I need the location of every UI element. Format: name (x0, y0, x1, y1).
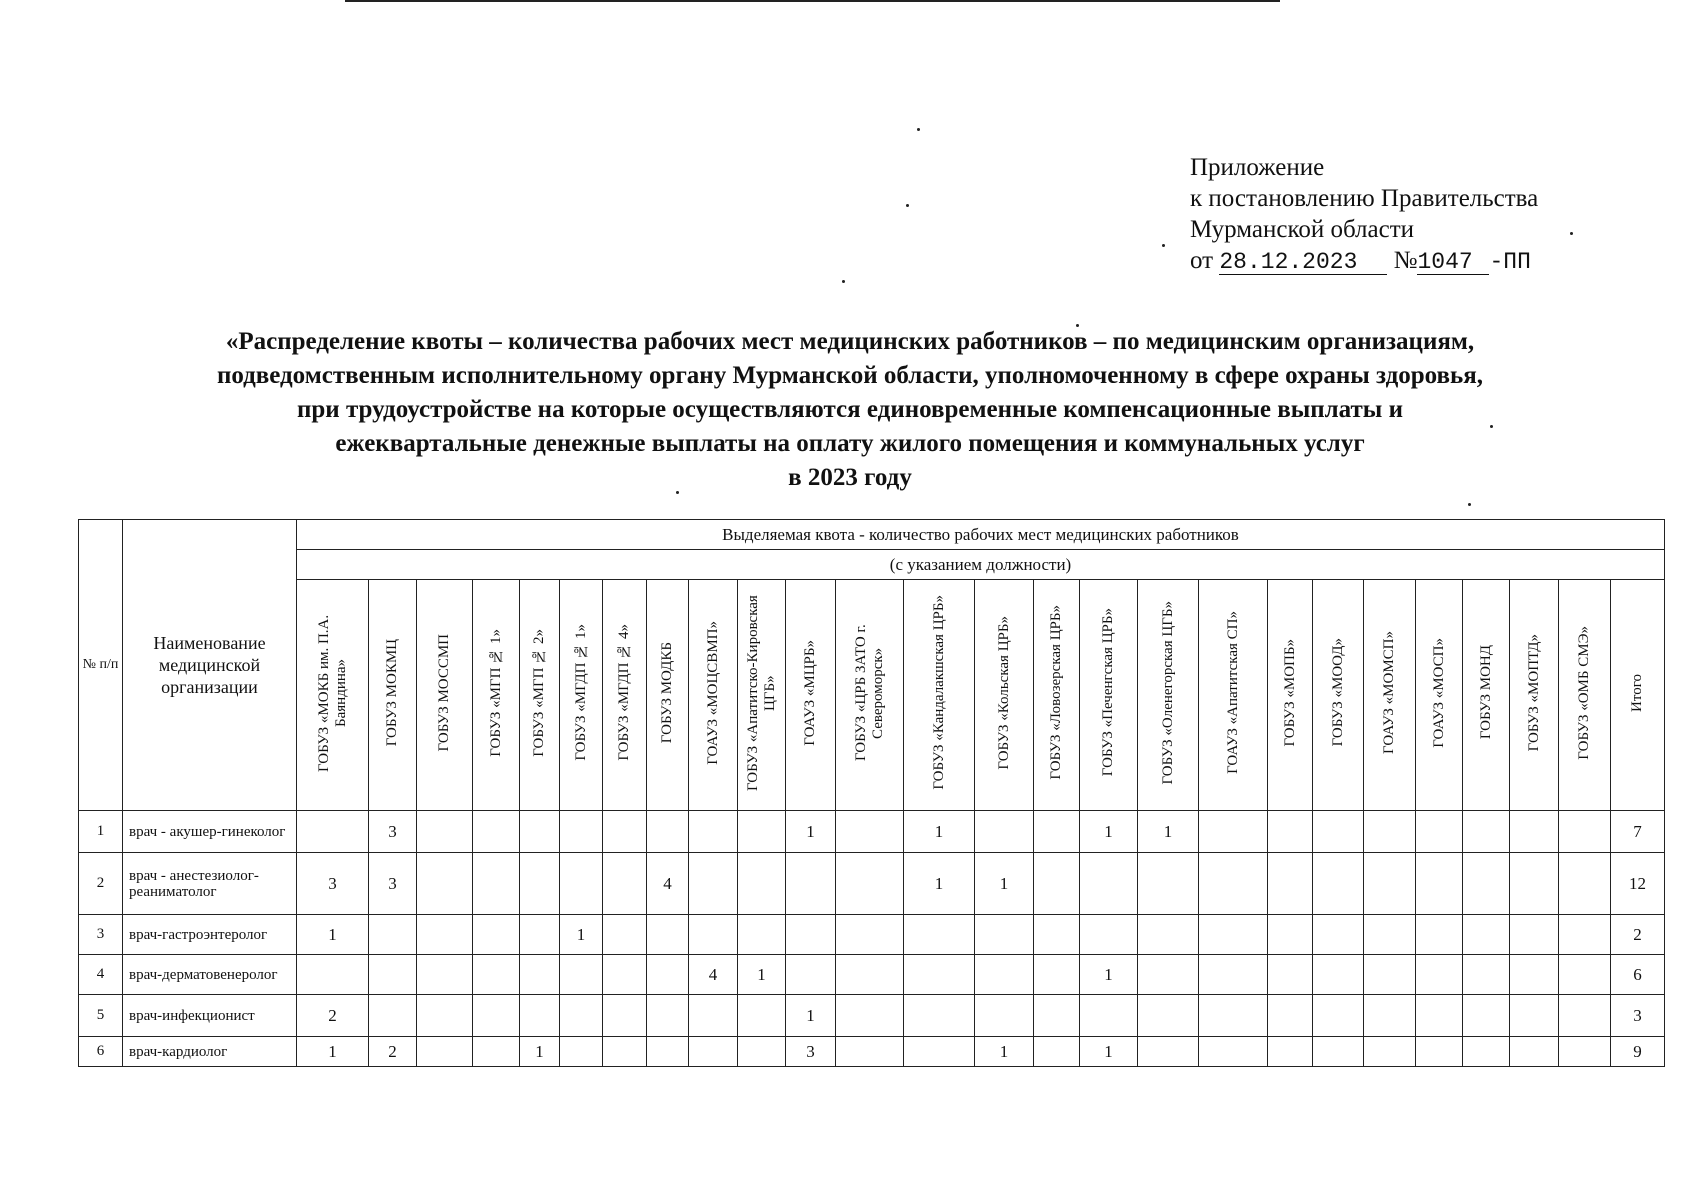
org-header-label: ГОБУЗ «МОПТД» (1525, 633, 1542, 752)
quota-cell (1313, 915, 1364, 955)
quota-cell (603, 1037, 647, 1067)
quota-cell (603, 995, 647, 1037)
quota-cell (1463, 915, 1510, 955)
quota-cell (1416, 811, 1463, 853)
quota-cell (975, 915, 1034, 955)
quota-cell: 3 (786, 1037, 836, 1067)
quota-cell (1080, 915, 1138, 955)
quota-cell: 1 (1080, 811, 1138, 853)
quota-cell: 1 (1138, 811, 1199, 853)
quota-cell (1268, 915, 1313, 955)
resolution-number: 1047 (1417, 250, 1489, 275)
row-number: 6 (79, 1037, 123, 1067)
title-line: ежеквартальные денежные выплаты на оплату жилого помещения и коммунальных услуг (335, 430, 1365, 457)
org-header-label: ГОБУЗ «МОКБ им. П.А. Баяндина» (315, 613, 349, 772)
quota-cell (647, 915, 689, 955)
org-header (738, 580, 786, 811)
org-header-label: ГОБУЗ «МООД» (1329, 638, 1346, 747)
position-name: врач-дерматовенеролог (123, 955, 297, 995)
quota-cell (1364, 955, 1416, 995)
scan-speck (906, 204, 909, 207)
quota-cell: 3 (369, 811, 417, 853)
table-row (79, 915, 1665, 955)
quota-cell (1080, 995, 1138, 1037)
org-header (1268, 580, 1313, 811)
quota-cell (738, 1037, 786, 1067)
quota-cell (417, 955, 473, 995)
table-row (79, 811, 1665, 853)
quota-cell (1268, 1037, 1313, 1067)
row-total: 6 (1611, 955, 1665, 995)
quota-cell (560, 1037, 603, 1067)
row-number: 1 (79, 811, 123, 853)
table-row (79, 995, 1665, 1037)
quota-cell (647, 995, 689, 1037)
total-header-label: Итого (1629, 673, 1645, 712)
quota-cell (473, 955, 520, 995)
quota-cell (1559, 1037, 1611, 1067)
org-header-label: ГОБУЗ МОНД (1477, 645, 1494, 740)
title-line: в 2023 году (788, 464, 912, 491)
position-name: врач-гастроэнтеролог (123, 915, 297, 955)
quota-cell (738, 853, 786, 915)
quota-cell (836, 1037, 904, 1067)
quota-cell (473, 1037, 520, 1067)
appendix-date-line (1190, 245, 1670, 278)
quota-cell (647, 955, 689, 995)
quota-cell (689, 1037, 738, 1067)
quota-cell (1364, 995, 1416, 1037)
org-header-label: ГОАУЗ «МОСП» (1430, 637, 1447, 748)
quota-cell (904, 915, 975, 955)
org-header (904, 580, 975, 811)
quota-cell (1268, 995, 1313, 1037)
quota-cell (1416, 915, 1463, 955)
quota-header: Выделяемая квота - количество рабочих мест медицинских работников (297, 520, 1665, 550)
quota-cell (1416, 1037, 1463, 1067)
position-name: врач - акушер-гинеколог (123, 811, 297, 853)
quota-cell (904, 1037, 975, 1067)
quota-cell (647, 1037, 689, 1067)
quota-cell: 3 (369, 853, 417, 915)
quota-cell (836, 853, 904, 915)
org-header (473, 580, 520, 811)
quota-cell (647, 811, 689, 853)
quota-cell (1463, 995, 1510, 1037)
quota-cell (1034, 995, 1080, 1037)
quota-cell (1416, 955, 1463, 995)
quota-cell (473, 811, 520, 853)
quota-cell (1268, 955, 1313, 995)
org-header (560, 580, 603, 811)
org-header-label: ГОБУЗ «МГП № 2» (531, 628, 547, 757)
scan-speck (1570, 232, 1573, 235)
row-number: 2 (79, 853, 123, 915)
row-total: 2 (1611, 915, 1665, 955)
scan-speck (1076, 324, 1079, 327)
position-name: врач-инфекционист (123, 995, 297, 1037)
quota-cell (786, 955, 836, 995)
appendix-line-3: Мурманской области (1190, 216, 1415, 243)
quota-cell (904, 995, 975, 1037)
quota-cell (1559, 811, 1611, 853)
quota-cell (520, 995, 560, 1037)
quota-cell (1416, 995, 1463, 1037)
quota-cell (1559, 995, 1611, 1037)
quota-cell (1138, 995, 1199, 1037)
quota-cell (473, 915, 520, 955)
number-label: № (1393, 247, 1418, 274)
top-rule (345, 0, 1280, 2)
quota-cell (836, 811, 904, 853)
table-row (79, 853, 1665, 915)
quota-cell (738, 995, 786, 1037)
name-header: Наименование медицинской организации (123, 520, 297, 811)
quota-cell (975, 995, 1034, 1037)
quota-cell (1416, 853, 1463, 915)
resolution-date: 28.12.2023 (1219, 250, 1387, 275)
quota-cell: 1 (904, 853, 975, 915)
org-header (417, 580, 473, 811)
quota-cell: 3 (297, 853, 369, 915)
quota-cell (417, 811, 473, 853)
quota-cell (560, 811, 603, 853)
quota-cell (1034, 1037, 1080, 1067)
quota-cell (689, 853, 738, 915)
quota-cell (1559, 955, 1611, 995)
quota-cell (520, 915, 560, 955)
quota-cell (1034, 811, 1080, 853)
org-header-label: ГОБУЗ «Апатитско-Кировская ЦГБ» (744, 594, 778, 791)
document-title (60, 325, 1640, 495)
org-header (297, 580, 369, 811)
quota-cell: 2 (297, 995, 369, 1037)
quota-cell (1138, 853, 1199, 915)
org-header-label: ГОБУЗ «Печенгская ЦРБ» (1100, 608, 1116, 777)
quota-cell (904, 955, 975, 995)
quota-cell (520, 853, 560, 915)
org-header (1559, 580, 1611, 811)
org-header-label: ГОБУЗ «Кольская ЦРБ» (995, 615, 1012, 770)
org-header-label: ГОАУЗ «МОЦСВМП» (704, 620, 721, 765)
quota-cell (1510, 1037, 1559, 1067)
quota-cell (520, 811, 560, 853)
quota-cell (603, 853, 647, 915)
row-total: 7 (1611, 811, 1665, 853)
quota-cell (417, 853, 473, 915)
quota-cell (1199, 853, 1268, 915)
quota-cell (603, 915, 647, 955)
quota-cell: 1 (560, 915, 603, 955)
quota-cell (689, 915, 738, 955)
num-header: № п/п (79, 520, 123, 811)
org-header-label: ГОБУЗ «Ловозерская ЦРБ» (1048, 605, 1064, 780)
quota-cell: 1 (1080, 1037, 1138, 1067)
quota-cell (1268, 853, 1313, 915)
quota-cell (473, 995, 520, 1037)
org-header (1510, 580, 1559, 811)
quota-cell (1510, 915, 1559, 955)
scan-speck (917, 128, 920, 131)
quota-cell (1510, 853, 1559, 915)
org-header-label: ГОБУЗ «МГДП № 4» (616, 624, 632, 761)
quota-cell: 4 (689, 955, 738, 995)
from-label: от (1190, 247, 1214, 274)
quota-cell (1364, 1037, 1416, 1067)
scan-speck (1162, 244, 1165, 247)
quota-cell (786, 915, 836, 955)
row-number: 3 (79, 915, 123, 955)
org-header-label: ГОБУЗ «МГДП № 1» (572, 624, 589, 761)
quota-cell (1034, 915, 1080, 955)
quota-cell (1364, 853, 1416, 915)
quota-cell: 1 (738, 955, 786, 995)
org-header-label: ГОАУЗ «МЦРБ» (802, 639, 818, 746)
row-number: 5 (79, 995, 123, 1037)
quota-cell (603, 811, 647, 853)
quota-cell (560, 955, 603, 995)
title-line: подведомственным исполнительному органу Мурманской области, уполномоченному в сфере охраны здоровья, (216, 362, 1484, 389)
quota-cell (975, 955, 1034, 995)
quota-cell (1364, 915, 1416, 955)
position-name: врач - анестезиолог-реаниматолог (123, 853, 297, 915)
quota-cell (1313, 995, 1364, 1037)
scan-speck (842, 280, 845, 283)
quota-cell (417, 1037, 473, 1067)
org-header-label: ГОБУЗ «МГП № 1» (487, 628, 504, 757)
org-header (1080, 580, 1138, 811)
org-header (603, 580, 647, 811)
row-number: 4 (79, 955, 123, 995)
quota-cell (417, 915, 473, 955)
quota-cell (1463, 1037, 1510, 1067)
quota-cell (1080, 853, 1138, 915)
quota-cell (1199, 915, 1268, 955)
org-header (369, 580, 417, 811)
quota-cell (1510, 811, 1559, 853)
quota-cell (1034, 955, 1080, 995)
title-line: при трудоустройстве на которые осуществляются единовременные компенсационные выплаты и (297, 396, 1403, 423)
quota-cell (1138, 915, 1199, 955)
org-header-label: ГОАУЗ «МОМСП» (1381, 631, 1397, 754)
quota-cell: 1 (904, 811, 975, 853)
quota-cell (297, 811, 369, 853)
scan-speck (1468, 503, 1471, 506)
quota-body (79, 811, 1665, 1067)
quota-cell (1364, 811, 1416, 853)
quota-cell (1463, 853, 1510, 915)
quota-cell (975, 811, 1034, 853)
quota-table (78, 519, 1665, 1067)
quota-cell (369, 955, 417, 995)
quota-cell: 1 (297, 1037, 369, 1067)
quota-cell (1313, 955, 1364, 995)
org-header (1463, 580, 1510, 811)
row-total: 9 (1611, 1037, 1665, 1067)
table-row (79, 955, 1665, 995)
quota-cell (1199, 995, 1268, 1037)
scan-speck (1490, 425, 1493, 428)
quota-cell (560, 853, 603, 915)
org-header-label: ГОБУЗ «Кандалакшская ЦРБ» (930, 595, 947, 790)
quota-cell: 1 (1080, 955, 1138, 995)
table-row (79, 1037, 1665, 1067)
appendix-line-2: к постановлению Правительства (1190, 185, 1539, 212)
org-header-label: ГОАУЗ «Апатитская СП» (1224, 611, 1241, 774)
quota-cell (689, 811, 738, 853)
quota-cell (1559, 915, 1611, 955)
org-header (1313, 580, 1364, 811)
org-header-label: ГОБУЗ МОКМЦ (384, 638, 400, 747)
quota-subheader: (с указанием должности) (297, 550, 1665, 580)
quota-cell (1510, 955, 1559, 995)
quota-cell (1559, 853, 1611, 915)
quota-cell: 1 (297, 915, 369, 955)
org-header (1034, 580, 1080, 811)
scan-speck (676, 491, 679, 494)
quota-cell (836, 955, 904, 995)
quota-cell (1199, 811, 1268, 853)
quota-cell: 2 (369, 1037, 417, 1067)
row-total: 12 (1611, 853, 1665, 915)
quota-cell (560, 995, 603, 1037)
quota-cell: 1 (975, 1037, 1034, 1067)
quota-cell (1510, 995, 1559, 1037)
org-header (1416, 580, 1463, 811)
appendix-block (1190, 152, 1670, 278)
quota-cell (1034, 853, 1080, 915)
org-header (520, 580, 560, 811)
quota-cell (417, 995, 473, 1037)
quota-cell: 1 (975, 853, 1034, 915)
quota-cell: 4 (647, 853, 689, 915)
quota-cell (369, 995, 417, 1037)
appendix-line-1: Приложение (1190, 154, 1325, 181)
org-header-label: ГОБУЗ МОДКБ (659, 641, 675, 744)
org-header-label: ГОБУЗ «ОМБ СМЭ» (1576, 625, 1592, 760)
quota-cell (369, 915, 417, 955)
quota-cell (786, 853, 836, 915)
position-name: врач-кардиолог (123, 1037, 297, 1067)
org-header (1138, 580, 1199, 811)
quota-cell (1463, 811, 1510, 853)
org-header-label: ГОБУЗ «МОПБ» (1281, 638, 1298, 747)
quota-cell (836, 995, 904, 1037)
title-line: «Распределение квоты – количества рабочих мест медицинских работников – по медицинским организациям, (225, 328, 1475, 355)
org-header (975, 580, 1034, 811)
quota-cell (1313, 811, 1364, 853)
quota-cell: 1 (520, 1037, 560, 1067)
quota-cell (1463, 955, 1510, 995)
quota-cell: 1 (786, 811, 836, 853)
org-header-label: ГОБУЗ «ЦРБ ЗАТО г. Североморск» (852, 624, 886, 761)
org-header (689, 580, 738, 811)
org-header-label: ГОБУЗ «Оленегорская ЦГБ» (1159, 600, 1176, 785)
quota-cell (297, 955, 369, 995)
quota-cell (1199, 1037, 1268, 1067)
org-header-row (79, 580, 1665, 811)
org-header (1364, 580, 1416, 811)
org-header (647, 580, 689, 811)
quota-cell (738, 915, 786, 955)
quota-cell (1138, 955, 1199, 995)
quota-cell (1138, 1037, 1199, 1067)
quota-cell (1313, 853, 1364, 915)
quota-cell (603, 955, 647, 995)
org-header (786, 580, 836, 811)
quota-cell (1313, 1037, 1364, 1067)
quota-cell (1268, 811, 1313, 853)
org-header-label: ГОБУЗ МОССМП (436, 633, 452, 752)
quota-cell (473, 853, 520, 915)
quota-cell (836, 915, 904, 955)
row-total: 3 (1611, 995, 1665, 1037)
quota-cell: 1 (786, 995, 836, 1037)
total-header (1611, 580, 1665, 811)
org-header (1199, 580, 1268, 811)
quota-cell (689, 995, 738, 1037)
quota-cell (738, 811, 786, 853)
org-header (836, 580, 904, 811)
resolution-number-suffix: -ПП (1489, 249, 1531, 275)
quota-cell (520, 955, 560, 995)
quota-cell (1199, 955, 1268, 995)
